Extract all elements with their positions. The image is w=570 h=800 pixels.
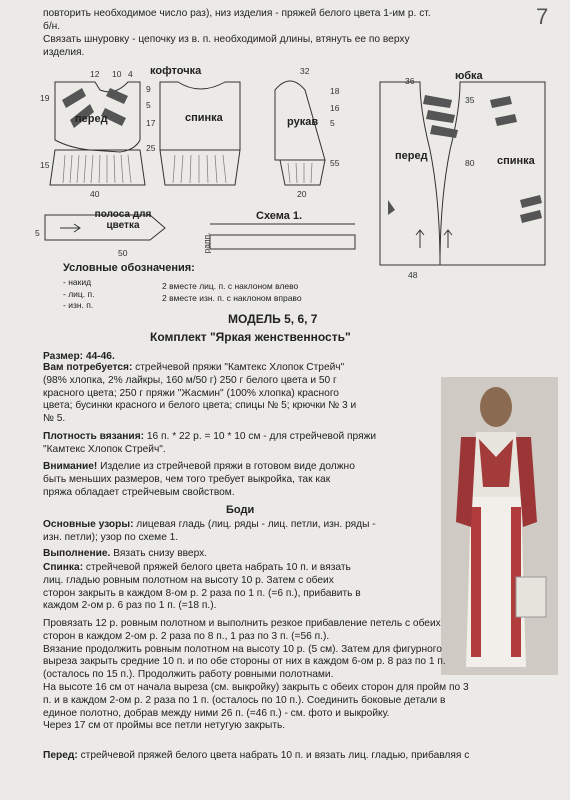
body-paragraph [43, 618, 469, 733]
set-title: Комплект "Яркая женственность" [150, 330, 351, 344]
dim-19: 19 [40, 93, 50, 103]
body-line-8: единое полотно, добрав между ними 26 п. (=46 п.) - см. фото и выкройку. [43, 707, 390, 719]
dim-80: 80 [465, 158, 475, 168]
need-line-2: (98% хлопка, 2% лайкры, 160 м/50 г) 250 г белого цвета и 50 г [43, 374, 337, 386]
legend-item-3: - изн. п. [63, 300, 94, 310]
dim-48: 48 [408, 270, 418, 280]
need-line-4: цвета; бусинки красного и белого цвета; спицы № 5; крючки № 3 и [43, 400, 357, 412]
dim-50: 50 [118, 248, 128, 258]
body-line-6: На высоте 16 см от начала выреза (см. выкройку) закрыть с обеих сторон для пройм по 3 [43, 681, 469, 693]
density-line-2: "Камтекс Хлопок Стрейч". [43, 443, 166, 455]
density-paragraph [43, 431, 376, 457]
legend-right-2: 2 вместе изн. п. с наклоном вправо [162, 293, 302, 303]
need-line-3: красного цвета; 250 г пряжи "Жасмин" (100% хлопка) красного [43, 387, 339, 399]
body-line-3: Вязание продолжить ровным полотном на высоту 10 р. (5 см). Затем для фигурного [43, 643, 442, 655]
dim-5b: 5 [330, 118, 335, 128]
dim-10: 10 [112, 69, 122, 79]
need-label: Вам потребуется: [43, 362, 133, 373]
top-line-3: Связать шнуровку - цепочку из в. п. необходимой длины, втянуть ее по верху [43, 34, 410, 45]
dim-12: 12 [90, 69, 100, 79]
legend-item-2: - лиц. п. [63, 289, 95, 299]
label-sleeve: рукав [287, 116, 319, 128]
need-line-1: стрейчевой пряжи "Камтекс Хлопок Стрейч" [132, 362, 345, 373]
exec-paragraph [43, 548, 207, 561]
attention-line-2: быть меньших размеров, чем того требует выкройка, так как [43, 473, 331, 485]
patterns-line-2: изн. петли); узор по схеме 1. [43, 531, 179, 543]
exec-label: Выполнение. [43, 548, 111, 559]
back-line-2: лиц. гладью ровным полотном на высоту 10 р. Затем с обеих [43, 574, 334, 586]
body-line-2: сторон в каждом 2-ом р. 2 раза по 8 п., 1 раз по 3 п. (=56 п.). [43, 630, 330, 642]
dim-25: 25 [146, 143, 156, 153]
need-paragraph [43, 362, 356, 426]
label-front-top: перед [75, 113, 108, 125]
attention-line-3: пряжа обладает стрейчевым свойством. [43, 486, 235, 498]
label-rapport: рапп. [201, 232, 212, 254]
back-paragraph [43, 562, 361, 613]
back-line-1: стрейчевой пряжей белого цвета набрать 10 п. и вязать [83, 562, 351, 573]
back-label: Спинка: [43, 562, 84, 573]
body-line-5: (осталось по 15 п.). Продолжить работу ровными полотнами. [43, 669, 334, 681]
body-line-7: п. и в каждом 2-ом р. 2 раза по 1 п. (осталось по 10 п.). Соединить боковые детали в [43, 694, 446, 706]
top-line-4: изделия. [43, 47, 85, 58]
label-kofta: кофточка [150, 65, 202, 77]
dim-40: 40 [90, 189, 100, 199]
label-back-skirt: спинка [497, 155, 535, 167]
patterns-paragraph [43, 519, 376, 545]
dim-17: 17 [146, 118, 156, 128]
legend-right-1: 2 вместе лиц. п. с наклоном влево [162, 281, 299, 291]
top-line-2: б/н. [43, 21, 61, 32]
label-scheme: Схема 1. [256, 210, 303, 222]
patterns-line-1: лицевая гладь (лиц. ряды - лиц. петли, изн. ряды - [133, 519, 376, 530]
front-text: стрейчевой пряжей белого цвета набрать 10 п. и вязать лиц. гладью, прибавляя с [77, 750, 470, 761]
top-line-1: повторить необходимое число раз), низ изделия - пряжей белого цвета 1-им р. ст. [43, 8, 431, 19]
dim-36: 36 [405, 76, 415, 86]
exec-text: Вязать снизу вверх. [110, 548, 208, 559]
attention-label: Внимание! [43, 461, 98, 472]
dim-15: 15 [40, 160, 50, 170]
bodi-title: Боди [226, 504, 255, 516]
dim-16: 16 [330, 103, 340, 113]
front-paragraph [43, 750, 469, 763]
dim-35: 35 [465, 95, 475, 105]
back-line-3: сторон закрыть в каждом 8-ом р. 2 раза по 1 п. (=6 п.), прибавить в [43, 587, 361, 599]
back-line-4: каждом 2-ом р. 6 раз по 1 п. (=18 п.). [43, 600, 217, 612]
dim-4: 4 [128, 69, 133, 79]
density-line-1: 16 п. * 22 р. = 10 * 10 см - для стрейчевой пряжи [144, 431, 377, 442]
legend-title: Условные обозначения: [63, 262, 195, 274]
front-label: Перед: [43, 750, 78, 761]
label-strip: полоса для цветка [94, 209, 152, 231]
density-label: Плотность вязания: [43, 431, 145, 442]
dim-5c: 5 [35, 228, 40, 238]
label-back-top: спинка [185, 112, 223, 124]
body-line-9: Через 17 см от проймы все петли нетугую закрыть. [43, 720, 286, 732]
body-line-1: Провязать 12 р. ровным полотном и выполнить резкое прибавление петель с обеих [43, 618, 441, 629]
need-line-5: № 5. [43, 413, 66, 425]
dim-9: 9 [146, 84, 151, 94]
legend-item-1: - накид [63, 277, 92, 287]
dim-55: 55 [330, 158, 340, 168]
attention-paragraph [43, 461, 355, 499]
attention-line-1: Изделие из стрейчевой пряжи в готовом виде должно [97, 461, 355, 472]
dim-5: 5 [146, 100, 151, 110]
page-number: 7 [536, 4, 549, 29]
size-label: Размер: 44-46. [43, 351, 115, 362]
dim-32: 32 [300, 66, 310, 76]
dim-20: 20 [297, 189, 307, 199]
body-line-4: выреза закрыть средние 10 п. и по обе стороны от них в каждом 6-ом р. 8 раз по 1 п. [43, 656, 446, 668]
dim-18: 18 [330, 86, 340, 96]
label-front-skirt: перед [395, 150, 428, 162]
model-title: МОДЕЛЬ 5, 6, 7 [228, 312, 318, 326]
patterns-label: Основные узоры: [43, 519, 134, 530]
label-skirt: юбка [455, 70, 483, 82]
